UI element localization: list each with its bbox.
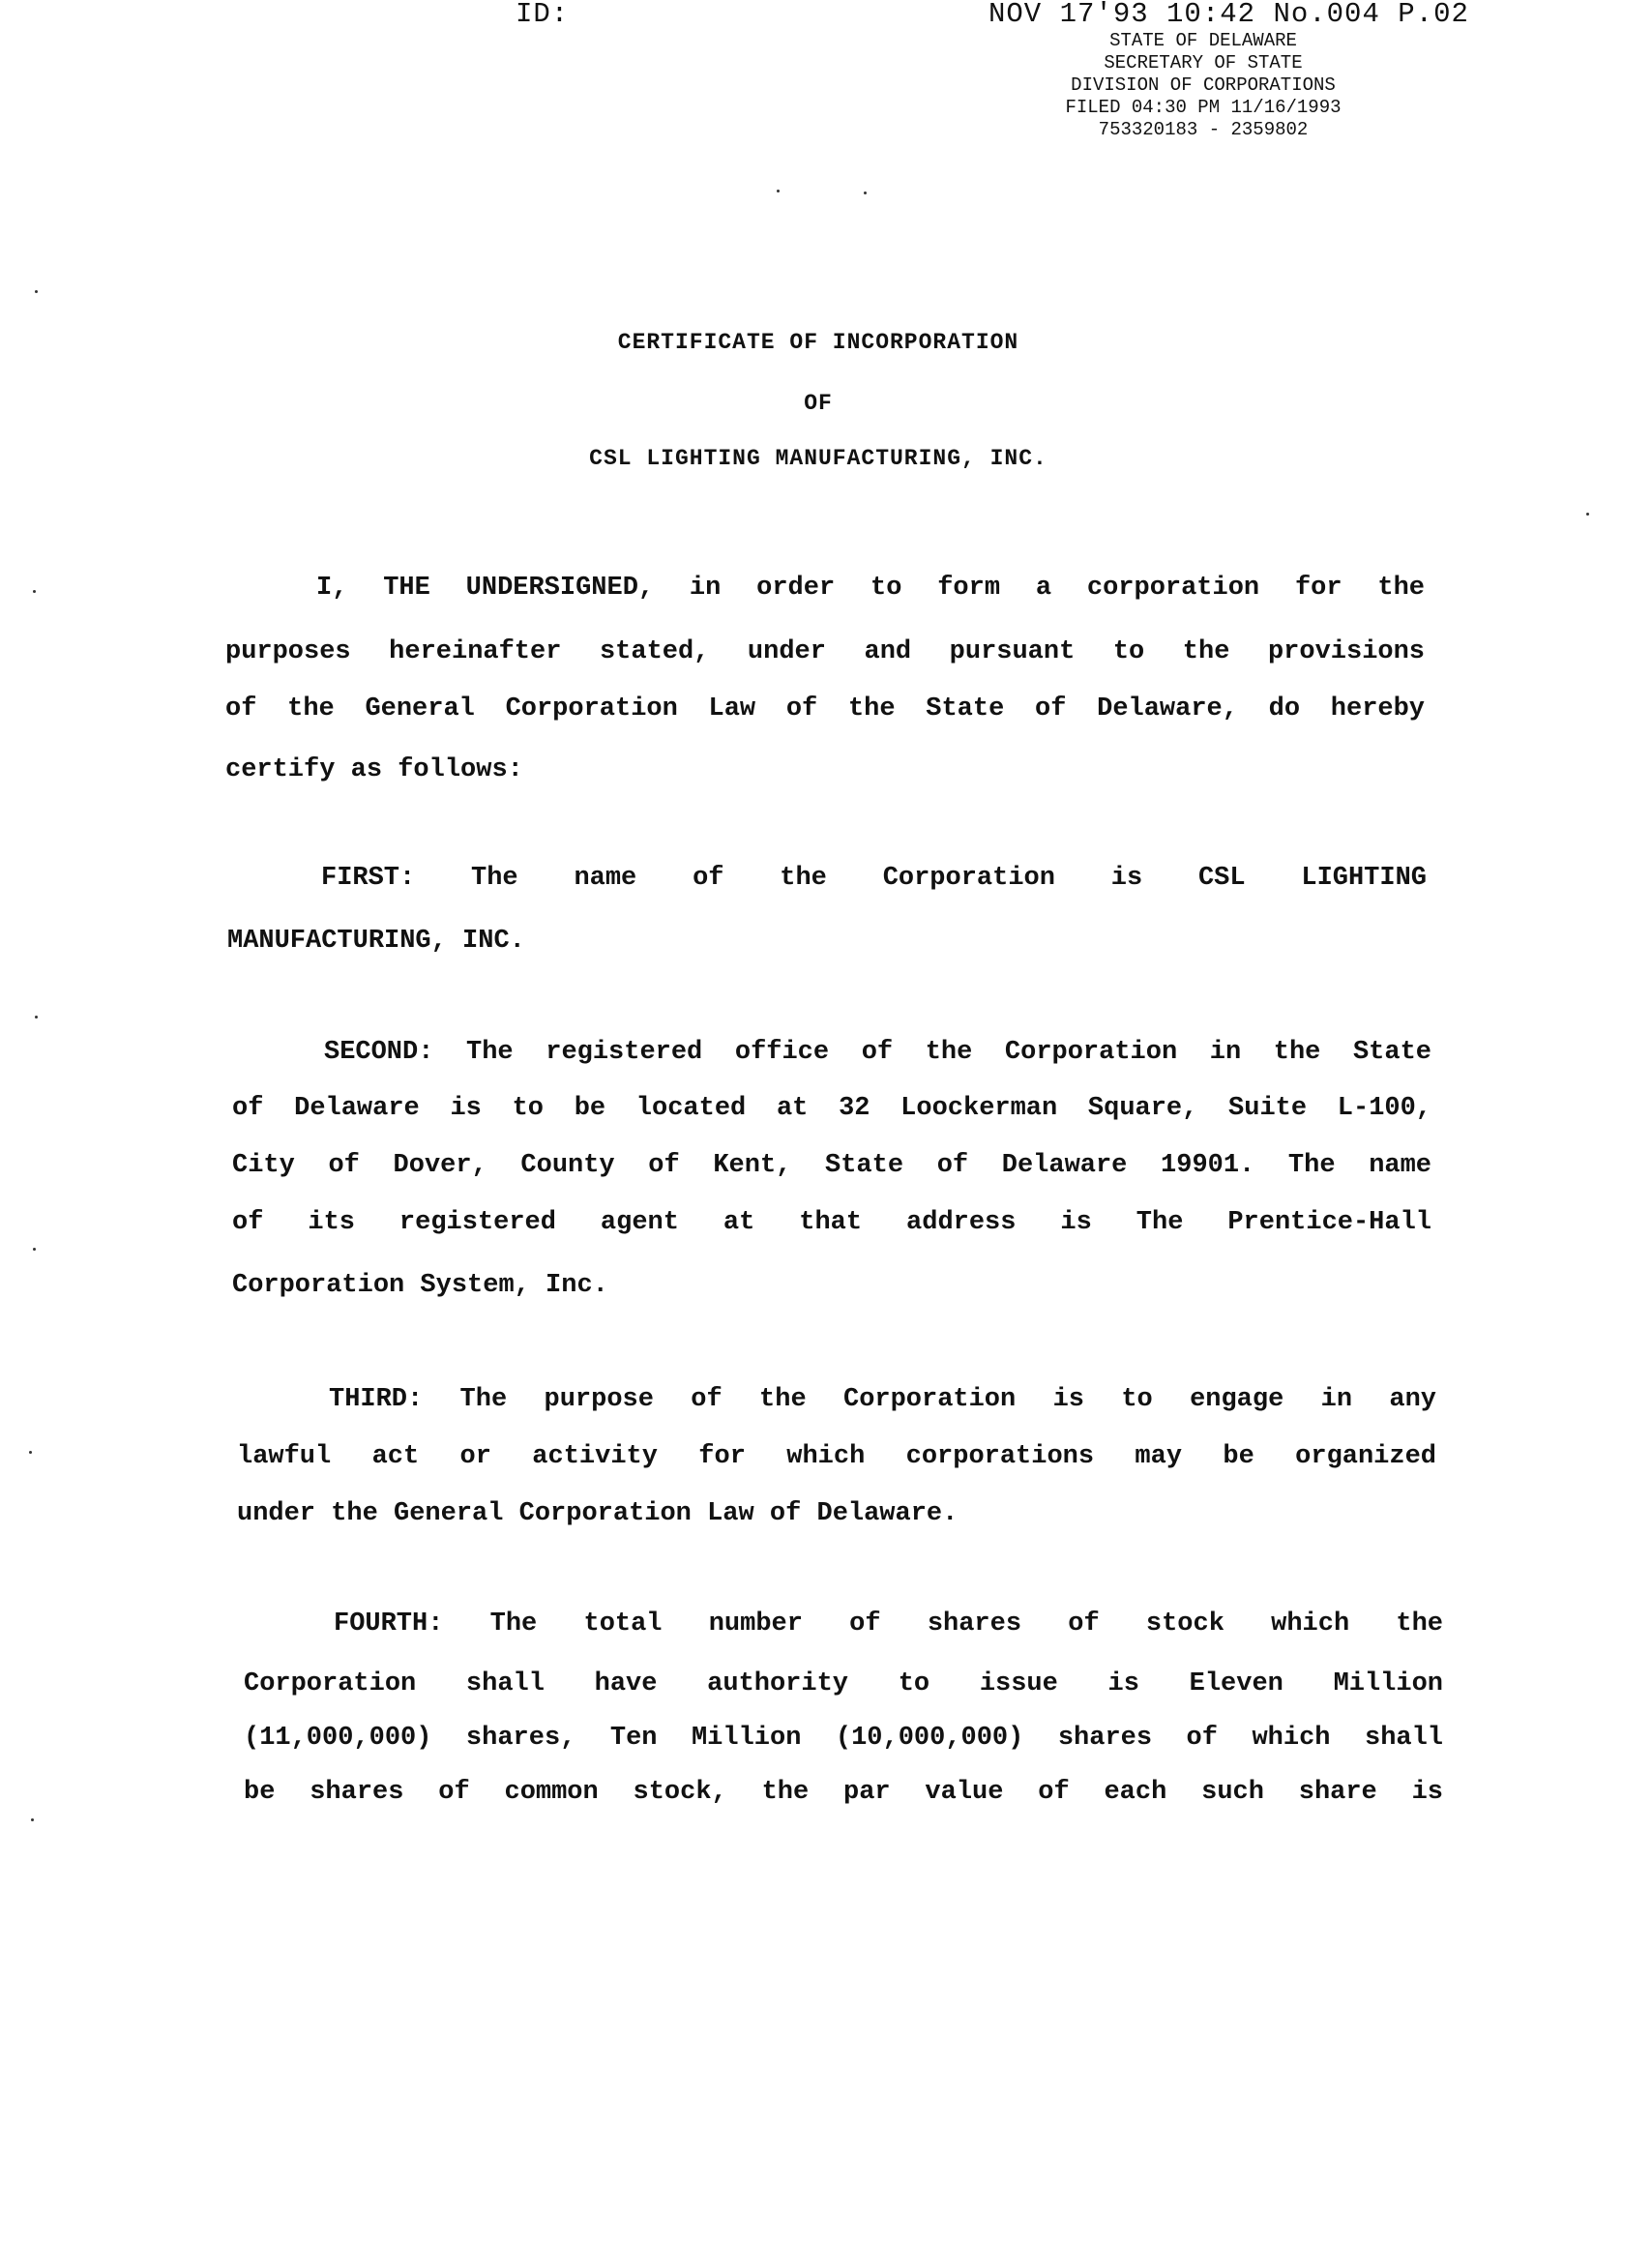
scan-speck xyxy=(33,590,36,593)
paragraph-line: of its registered agent at that address is The Prentice-Hall xyxy=(232,1208,1431,1237)
document-title: CERTIFICATE OF INCORPORATION xyxy=(617,330,1019,355)
paragraph-line: (11,000,000) shares, Ten Million (10,000,000) shares of which shall xyxy=(244,1724,1443,1753)
stamp-line: STATE OF DELAWARE xyxy=(1109,30,1297,51)
paragraph-line: City of Dover, County of Kent, State of Delaware 19901. The name xyxy=(232,1151,1431,1180)
scan-speck xyxy=(29,1451,32,1454)
company-name-heading: CSL LIGHTING MANUFACTURING, INC. xyxy=(589,446,1047,471)
paragraph-line: of the General Corporation Law of the State of Delaware, do hereby xyxy=(225,694,1425,723)
stamp-line: SECRETARY OF STATE xyxy=(1104,52,1303,74)
paragraph-line: FIRST: The name of the Corporation is CSL LIGHTING xyxy=(321,864,1427,893)
paragraph-line: be shares of common stock, the par value of each such share is xyxy=(244,1778,1443,1807)
scan-speck xyxy=(31,1818,34,1821)
stamp-line: 753320183 - 2359802 xyxy=(1098,119,1309,140)
fax-transmission-header: NOV 17'93 10:42 No.004 P.02 xyxy=(988,0,1469,30)
document-title-of: OF xyxy=(804,391,833,416)
stamp-line: DIVISION OF CORPORATIONS xyxy=(1071,74,1336,96)
paragraph-line: purposes hereinafter stated, under and pursuant to the provisions xyxy=(225,637,1425,666)
paragraph-line: I, THE UNDERSIGNED, in order to form a corporation for the xyxy=(316,574,1425,603)
scan-speck xyxy=(33,1248,36,1251)
scan-speck xyxy=(1586,513,1589,516)
paragraph-line: of Delaware is to be located at 32 Loockerman Square, Suite L-100, xyxy=(232,1094,1431,1123)
scan-speck xyxy=(35,1016,38,1019)
paragraph-line: SECOND: The registered office of the Corporation in the State xyxy=(324,1038,1431,1067)
fax-id-label: ID: xyxy=(516,0,570,30)
scan-speck xyxy=(777,190,780,192)
stamp-line: FILED 04:30 PM 11/16/1993 xyxy=(1065,97,1342,118)
paragraph-line: lawful act or activity for which corporations may be organized xyxy=(237,1442,1436,1471)
paragraph-line: Corporation shall have authority to issue is Eleven Million xyxy=(244,1669,1443,1698)
paragraph-line: THIRD: The purpose of the Corporation is to engage in any xyxy=(329,1385,1436,1414)
paragraph-line: MANUFACTURING, INC. xyxy=(227,927,525,956)
scan-speck xyxy=(35,290,38,293)
paragraph-line: certify as follows: xyxy=(225,755,523,784)
paragraph-line: under the General Corporation Law of Delaware. xyxy=(237,1499,959,1528)
paragraph-line: FOURTH: The total number of shares of stock which the xyxy=(334,1609,1443,1639)
scan-speck xyxy=(864,192,867,194)
paragraph-line: Corporation System, Inc. xyxy=(232,1271,608,1300)
